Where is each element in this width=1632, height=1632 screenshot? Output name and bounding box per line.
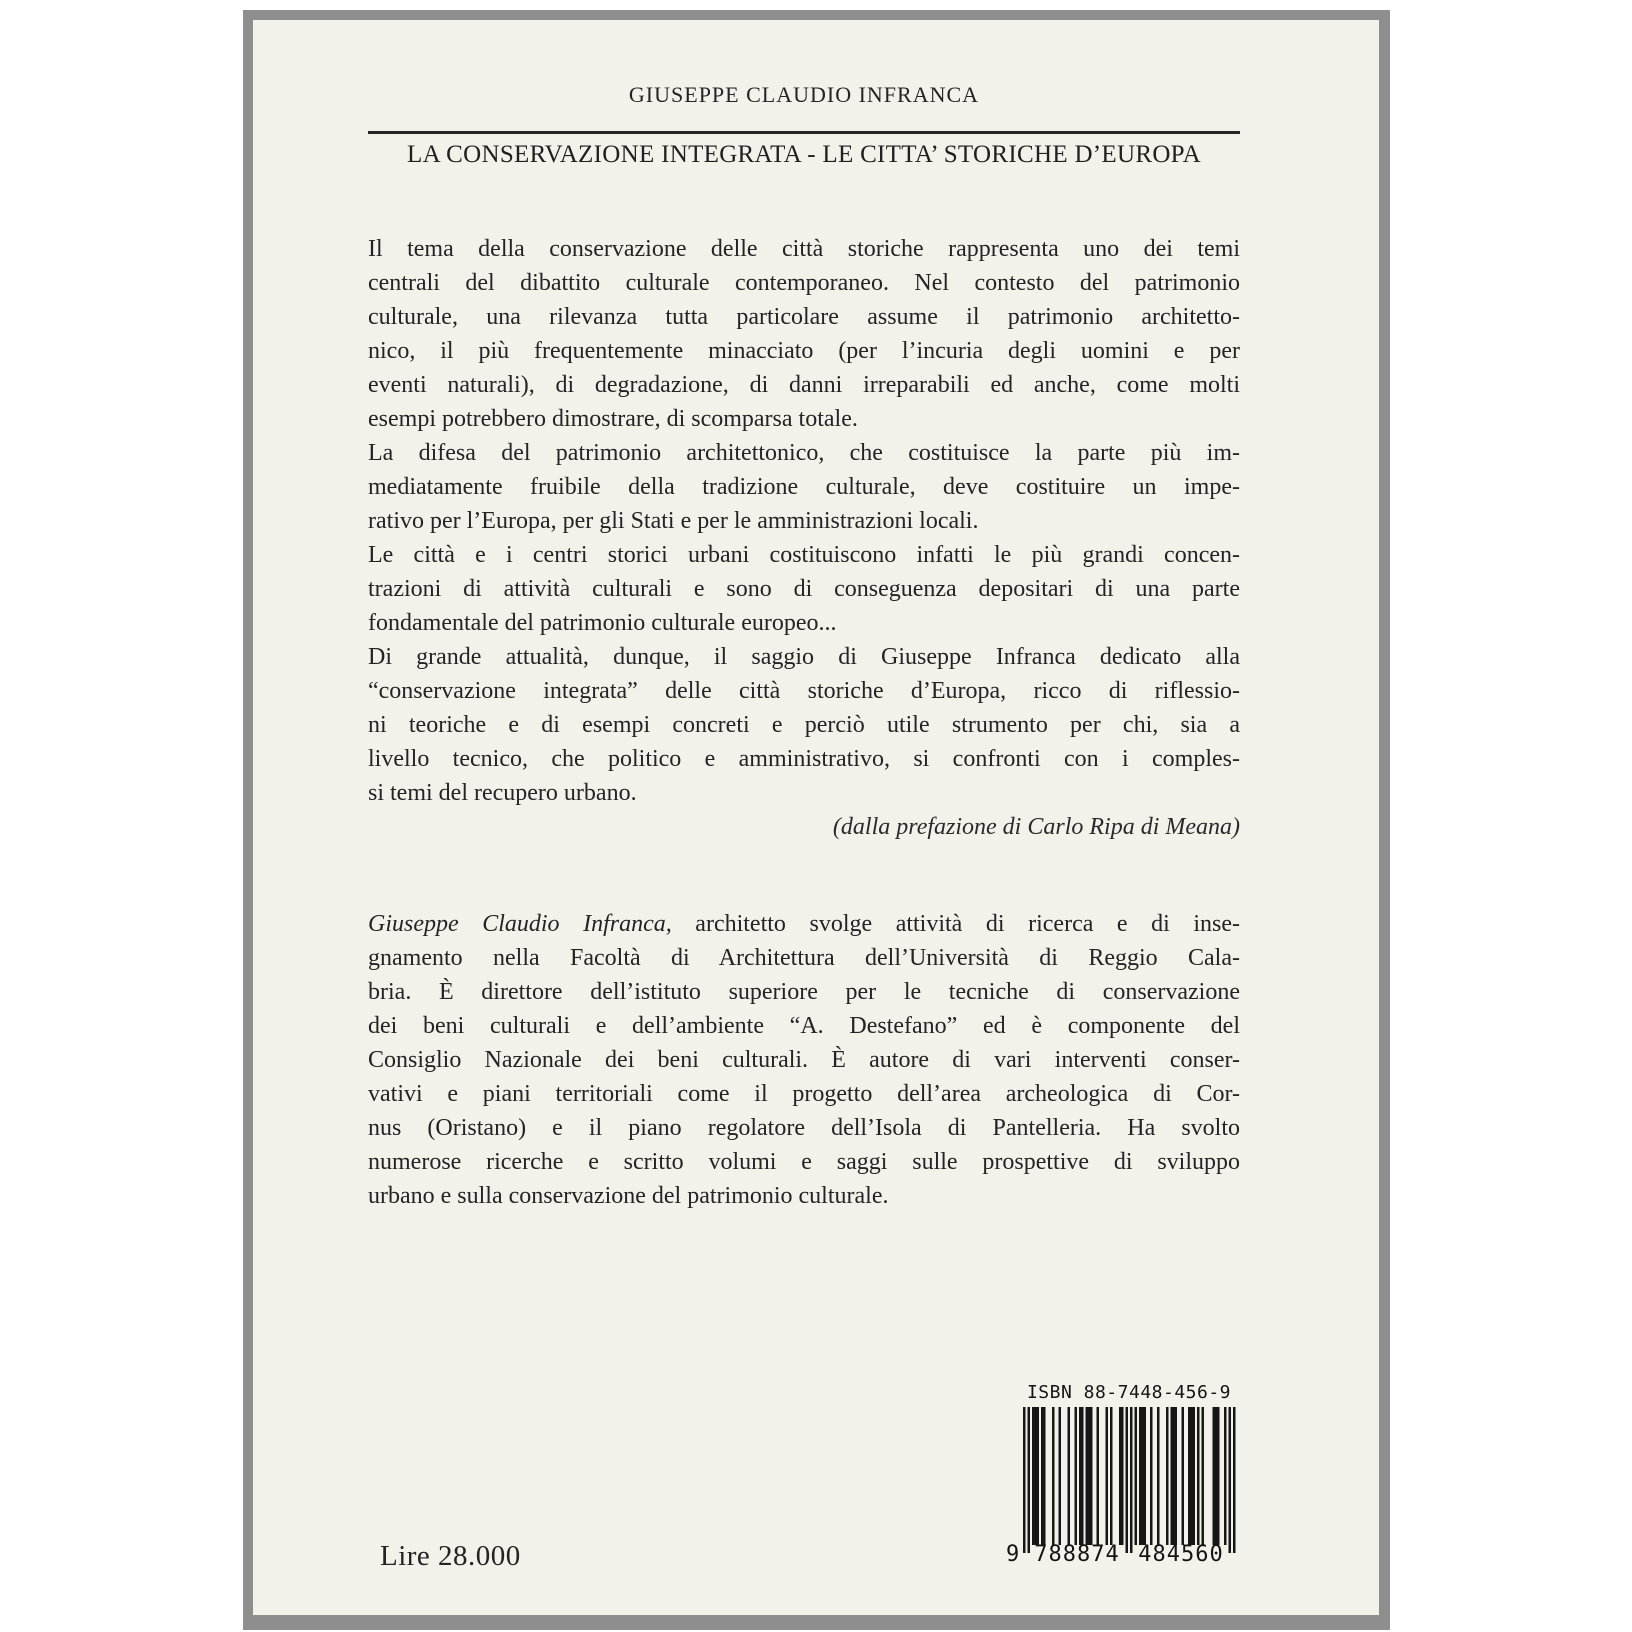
text-line: nus (Oristano) e il piano regolatore dell’Isola di Pantelleria. Ha svolto: [368, 1115, 1240, 1141]
text-line: dei beni culturali e dell’ambiente “A. Destefano” ed è componente del: [368, 1013, 1240, 1039]
book-title: LA CONSERVAZIONE INTEGRATA - LE CITTA’ STORICHE D’EUROPA: [407, 141, 1201, 168]
barcode-digits: [1006, 1542, 1235, 1568]
text-line: numerose ricerche e scritto volumi e saggi sulle prospettive di sviluppo: [368, 1149, 1240, 1175]
preface-attribution: (dalla prefazione di Carlo Ripa di Meana): [832, 814, 1240, 840]
text-line: La difesa del patrimonio architettonico, che costituisce la parte più im-: [368, 440, 1240, 466]
text-line: rativo per l’Europa, per gli Stati e per le amministrazioni locali.: [368, 508, 979, 534]
text-line: Le città e i centri storici urbani costituiscono infatti le più grandi concen-: [368, 542, 1240, 568]
book-back-cover: [243, 10, 1390, 1630]
barcode-digit-group: 788874: [1034, 1542, 1120, 1567]
text-line: mediatamente fruibile della tradizione culturale, deve costituire un impe-: [368, 474, 1240, 500]
author-bio: [368, 907, 1240, 1213]
text-line: gnamento nella Facoltà di Architettura dell’Università di Reggio Cala-: [368, 945, 1240, 971]
text-line: livello tecnico, che politico e amministrativo, si confronti con i comples-: [368, 746, 1240, 772]
italic-text: Giuseppe Claudio Infranca,: [368, 911, 672, 937]
author-header: GIUSEPPE CLAUDIO INFRANCA: [628, 82, 980, 107]
barcode-digit-group: 9: [1006, 1542, 1020, 1567]
text-line: trazioni di attività culturali e sono di conseguenza depositari di una parte: [368, 576, 1240, 602]
barcode-isbn-label: ISBN 88-7448-456-9: [1026, 1382, 1232, 1403]
text-line: fondamentale del patrimonio culturale europeo...: [368, 610, 837, 636]
text-line: ni teoriche e di esempi concreti e perciò utile strumento per chi, sia a: [368, 712, 1240, 738]
barcode-digit-group: 484560: [1138, 1542, 1224, 1567]
text-line: “conservazione integrata” delle città storiche d’Europa, ricco di riflessio-: [368, 678, 1240, 704]
text-line: Di grande attualità, dunque, il saggio di Giuseppe Infranca dedicato alla: [368, 644, 1240, 670]
divider-rule: [368, 131, 1240, 134]
blurb-text: [368, 232, 1240, 810]
price-label: Lire 28.000: [380, 1540, 521, 1572]
text-line: eventi naturali), di degradazione, di danni irreparabili ed anche, come molti: [368, 372, 1240, 398]
text-line: vativi e piani territoriali come il progetto dell’area archeologica di Cor-: [368, 1081, 1240, 1107]
barcode-bars: [1023, 1407, 1236, 1553]
text-line: Consiglio Nazionale dei beni culturali. È autore di vari interventi conser-: [368, 1047, 1240, 1073]
text-line: esempi potrebbero dimostrare, di scomparsa totale.: [368, 406, 858, 432]
text-line: Giuseppe Claudio Infranca, architetto svolge attività di ricerca e di inse-: [368, 911, 1241, 937]
text-line: si temi del recupero urbano.: [368, 780, 637, 806]
text-line: nico, il più frequentemente minacciato (per l’incuria degli uomini e per: [368, 338, 1240, 364]
text-line: urbano e sulla conservazione del patrimonio culturale.: [368, 1183, 889, 1209]
text-line: culturale, una rilevanza tutta particolare assume il patrimonio architetto-: [368, 304, 1240, 330]
text-line: centrali del dibattito culturale contemporaneo. Nel contesto del patrimonio: [368, 270, 1240, 296]
text-line: bria. È direttore dell’istituto superiore per le tecniche di conservazione: [368, 979, 1240, 1005]
text-line: Il tema della conservazione delle città storiche rappresenta uno dei temi: [368, 236, 1240, 262]
